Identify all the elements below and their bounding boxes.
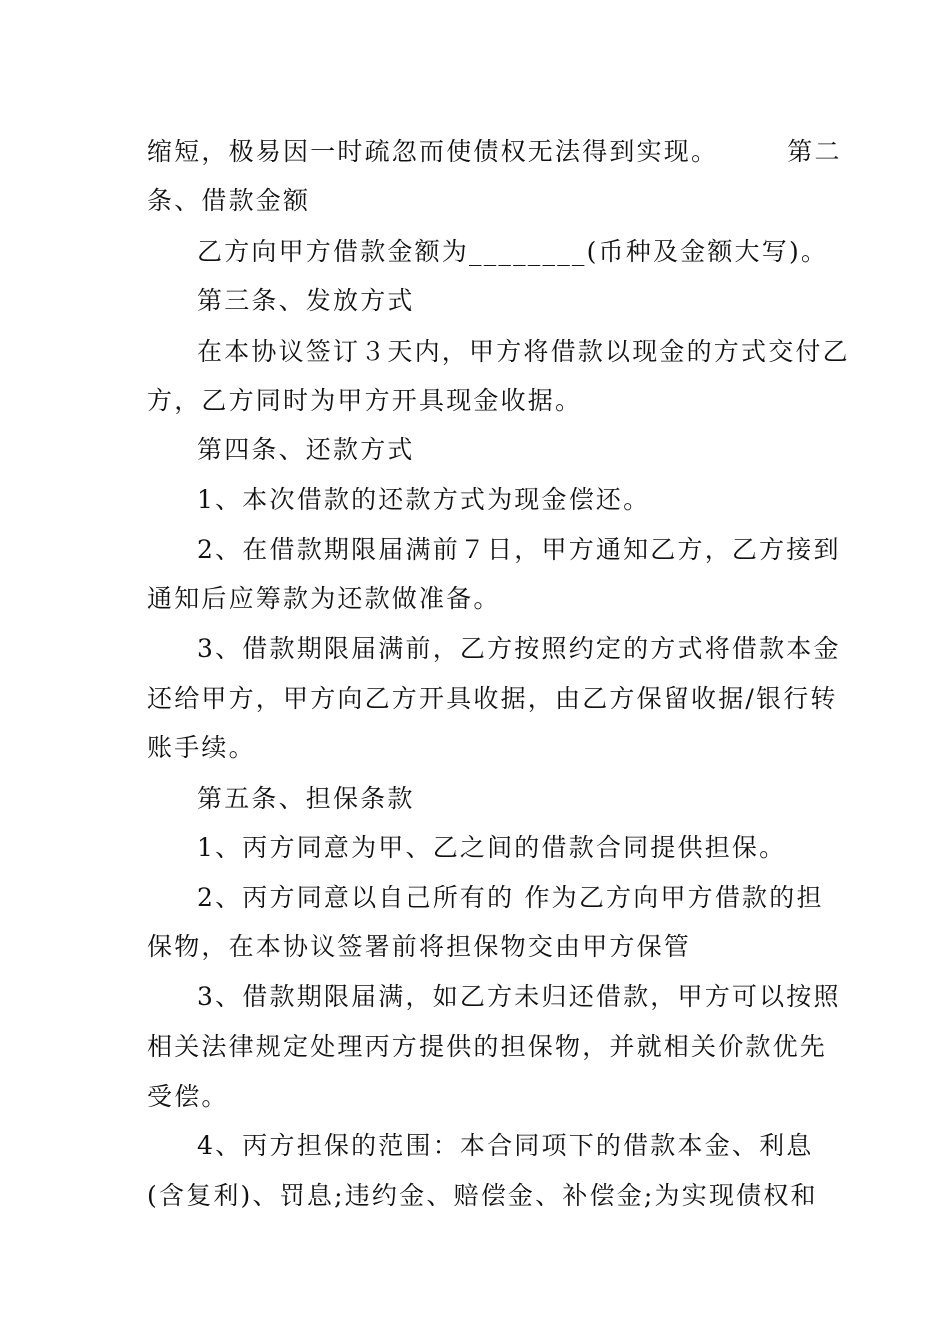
text-line: 通知后应筹款为还款做准备。 (147, 584, 501, 613)
text-line: 在本协议签订３天内，甲方将借款以现金的方式交付乙 (197, 337, 850, 366)
text-line: 相关法律规定处理丙方提供的担保物，并就相关价款优先 (147, 1032, 828, 1061)
section-heading: 第三条、发放方式 (197, 286, 415, 315)
text-line: 方，乙方同时为甲方开具现金收据。 (147, 386, 583, 415)
text-line: 3、借款期限届满，如乙方未归还借款，甲方可以按照 (197, 982, 841, 1011)
text-line: 受偿。 (147, 1082, 229, 1111)
text-line: 2、在借款期限届满前７日，甲方通知乙方，乙方接到 (197, 535, 841, 564)
text-line: 4、丙方担保的范围：本合同项下的借款本金、利息 (197, 1131, 814, 1160)
text-line: 3、借款期限届满前，乙方按照约定的方式将借款本金 (197, 634, 841, 663)
text-line: 乙方向甲方借款金额为________(币种及金额大写)。 (197, 237, 829, 266)
text-line: 缩短，极易因一时疏忽而使债权无法得到实现。 第二 (147, 137, 842, 166)
text-line: 还给甲方，甲方向乙方开具收据，由乙方保留收据/银行转 (147, 684, 838, 713)
text-line: 2、丙方同意以自己所有的 作为乙方向甲方借款的担 (197, 883, 824, 912)
text-line: 1、本次借款的还款方式为现金偿还。 (197, 485, 651, 514)
text-line: 条、借款金额 (147, 186, 311, 215)
text-line: 保物，在本协议签署前将担保物交由甲方保管 (147, 932, 692, 961)
text-line: 账手续。 (147, 733, 256, 762)
section-heading: 第四条、还款方式 (197, 435, 415, 464)
section-heading: 第五条、担保条款 (197, 784, 415, 813)
text-line: (含复利)、罚息;违约金、赔偿金、补偿金;为实现债权和 (147, 1181, 818, 1210)
text-line: 1、丙方同意为甲、乙之间的借款合同提供担保。 (197, 833, 787, 862)
